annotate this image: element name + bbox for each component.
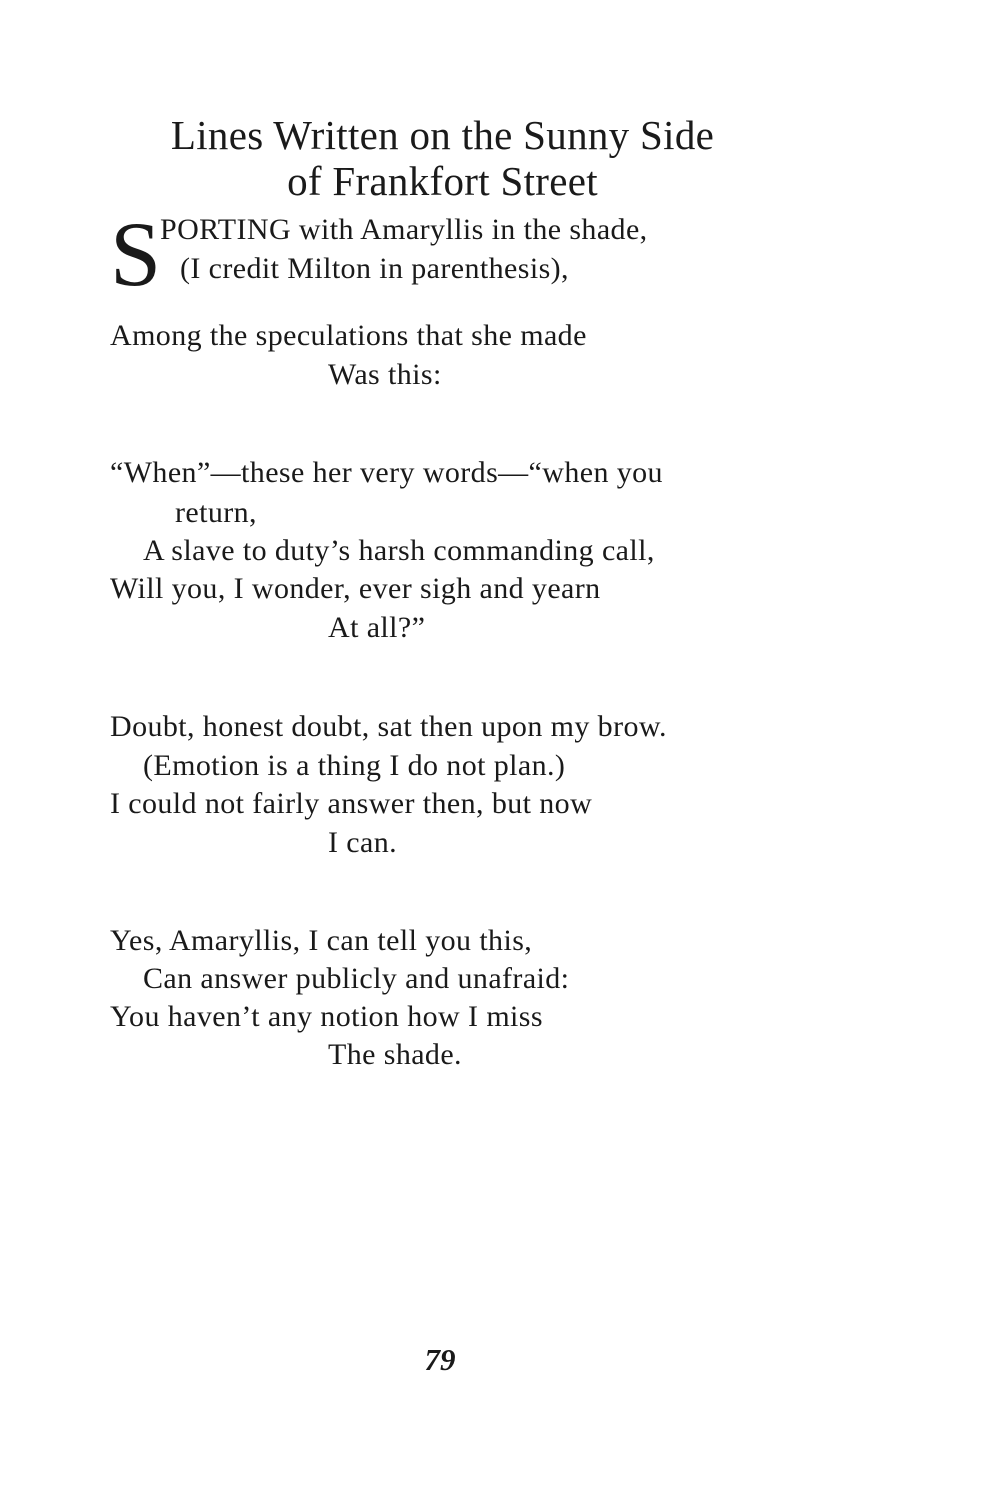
stanza-1-line-1: PORTING with Amaryllis in the shade, bbox=[160, 213, 648, 246]
stanza-1-line-2: (I credit Milton in parenthesis), bbox=[180, 252, 569, 285]
stanza-2-line-3: Will you, I wonder, ever sigh and yearn bbox=[110, 572, 601, 605]
stanza-2-line-2: A slave to duty’s harsh commanding call, bbox=[143, 534, 655, 567]
stanza-2-line-4: At all?” bbox=[328, 611, 426, 644]
stanza-4-line-3: You haven’t any notion how I miss bbox=[110, 1000, 543, 1033]
drop-cap-initial: S bbox=[110, 203, 162, 305]
stanza-4-line-2: Can answer publicly and unafraid: bbox=[143, 962, 570, 995]
stanza-4-line-4: The shade. bbox=[328, 1038, 462, 1071]
page-number: 79 bbox=[424, 1342, 456, 1377]
poem-title bbox=[0, 112, 885, 204]
stanza-2-line-1-continued: return, bbox=[175, 496, 257, 529]
stanza-4-line-1: Yes, Amaryllis, I can tell you this, bbox=[110, 924, 533, 957]
poem-title-line-1: Lines Written on the Sunny Side bbox=[170, 112, 715, 158]
poem-title-line-2: of Frankfort Street bbox=[287, 158, 598, 204]
stanza-1-line-4: Was this: bbox=[328, 358, 442, 391]
stanza-3-line-2: (Emotion is a thing I do not plan.) bbox=[143, 749, 566, 782]
stanza-3-line-1: Doubt, honest doubt, sat then upon my brow. bbox=[110, 710, 667, 743]
stanza-1-line-3: Among the speculations that she made bbox=[110, 319, 587, 352]
stanza-3-line-3: I could not fairly answer then, but now bbox=[110, 787, 593, 820]
stanza-2-line-1: “When”—these her very words—“when you bbox=[110, 456, 663, 489]
stanza-3-line-4: I can. bbox=[328, 826, 398, 859]
